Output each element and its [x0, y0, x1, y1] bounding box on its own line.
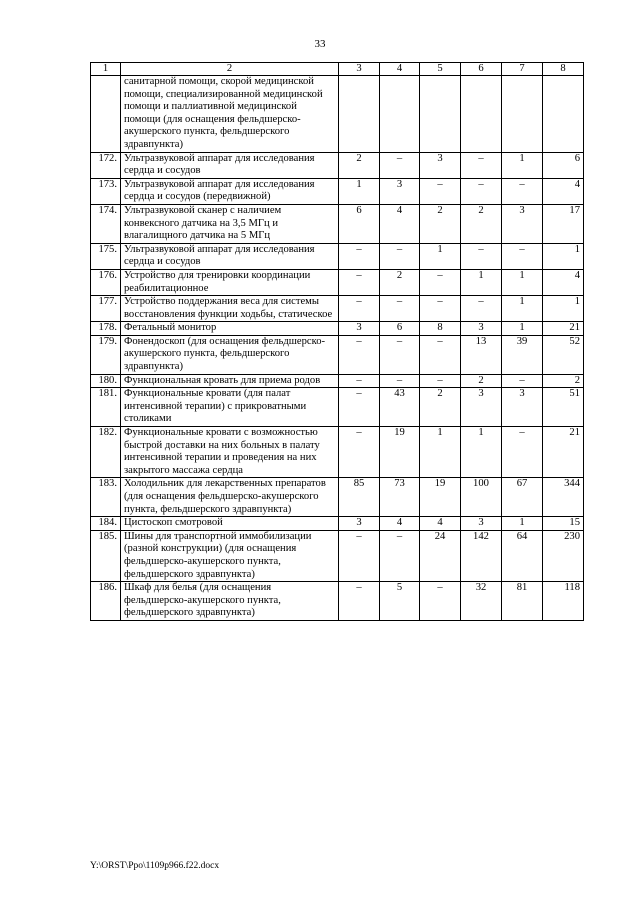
value-col4: 6	[380, 322, 420, 336]
value-total: 17	[543, 204, 584, 243]
value-col7: 1	[502, 322, 543, 336]
item-name: Шкаф для белья (для оснащения фельдшерско-акушерского пункта, фельдшерского здравпункта)	[121, 582, 339, 621]
header-cell-4: 4	[380, 63, 420, 76]
item-name: Функциональные кровати с возможностью быстрой доставки на них больных в палату интенсивной терапии и проведения на них закрытого массажа сердца	[121, 427, 339, 478]
value-col3: 3	[339, 322, 380, 336]
value-col4: 19	[380, 427, 420, 478]
value-col6: 1	[461, 269, 502, 295]
value-col4: 73	[380, 478, 420, 517]
row-number: 173.	[91, 178, 121, 204]
header-cell-6: 6	[461, 63, 502, 76]
value-col6: 142	[461, 530, 502, 581]
table-row	[91, 296, 584, 322]
item-name: Функциональная кровать для приема родов	[121, 374, 339, 388]
value-col6: 100	[461, 478, 502, 517]
value-col5: 1	[420, 243, 461, 269]
page-number: 33	[314, 38, 326, 50]
row-number: 175.	[91, 243, 121, 269]
table-row	[91, 269, 584, 295]
value-total: 15	[543, 517, 584, 531]
value-total	[543, 76, 584, 153]
table-row	[91, 335, 584, 374]
value-total: 4	[543, 178, 584, 204]
value-col6: 32	[461, 582, 502, 621]
item-name: Фетальный монитор	[121, 322, 339, 336]
value-col3: 2	[339, 152, 380, 178]
header-cell-7: 7	[502, 63, 543, 76]
value-col4: –	[380, 530, 420, 581]
value-col3: –	[339, 427, 380, 478]
file-path-footer: Y:\ORST\Ppo\1109p966.f22.docx	[90, 861, 220, 871]
value-col3	[339, 76, 380, 153]
value-col7: –	[502, 178, 543, 204]
value-col4: –	[380, 374, 420, 388]
value-col7: –	[502, 243, 543, 269]
row-number: 182.	[91, 427, 121, 478]
value-total: 118	[543, 582, 584, 621]
table-row	[91, 178, 584, 204]
equipment-table	[90, 62, 584, 621]
table-row	[91, 582, 584, 621]
value-col3: –	[339, 388, 380, 427]
table-row	[91, 388, 584, 427]
table-row	[91, 322, 584, 336]
value-total: 51	[543, 388, 584, 427]
value-col5: –	[420, 335, 461, 374]
value-col5: 1	[420, 427, 461, 478]
value-col5: 4	[420, 517, 461, 531]
value-col4: 4	[380, 204, 420, 243]
value-col6: 2	[461, 204, 502, 243]
value-col3: –	[339, 582, 380, 621]
row-number: 183.	[91, 478, 121, 517]
item-name: Шины для транспортной иммобилизации (разной конструкции) (для оснащения фельдшерско-акушерского пункта, фельдшерского здравпункта)	[121, 530, 339, 581]
value-col6: 2	[461, 374, 502, 388]
table-row	[91, 478, 584, 517]
value-total: 6	[543, 152, 584, 178]
value-col3: 1	[339, 178, 380, 204]
row-number	[91, 76, 121, 153]
header-cell-5: 5	[420, 63, 461, 76]
value-col5: –	[420, 374, 461, 388]
value-col4: 3	[380, 178, 420, 204]
row-number: 180.	[91, 374, 121, 388]
value-col5: 19	[420, 478, 461, 517]
value-col6: –	[461, 152, 502, 178]
header-cell-8: 8	[543, 63, 584, 76]
value-col4: 5	[380, 582, 420, 621]
item-name: Ультразвуковой аппарат для исследования сердца и сосудов	[121, 152, 339, 178]
value-col6: 13	[461, 335, 502, 374]
value-col7: 3	[502, 388, 543, 427]
value-col4: –	[380, 152, 420, 178]
value-col3: 85	[339, 478, 380, 517]
value-col7: 1	[502, 517, 543, 531]
value-col5: 8	[420, 322, 461, 336]
value-col3: –	[339, 296, 380, 322]
value-col6: 1	[461, 427, 502, 478]
value-col6	[461, 76, 502, 153]
value-col7: 67	[502, 478, 543, 517]
value-col5: –	[420, 296, 461, 322]
value-col7	[502, 76, 543, 153]
value-col7: 1	[502, 152, 543, 178]
table-row	[91, 427, 584, 478]
value-total: 52	[543, 335, 584, 374]
value-col6: 3	[461, 517, 502, 531]
item-name: Ультразвуковой сканер с наличием конвексного датчика на 3,5 МГц и влагалищного датчика на 5 МГц	[121, 204, 339, 243]
value-col5: 2	[420, 204, 461, 243]
value-col3: –	[339, 269, 380, 295]
row-number: 179.	[91, 335, 121, 374]
value-col5: 2	[420, 388, 461, 427]
value-col7: –	[502, 427, 543, 478]
item-name: Устройство поддержания веса для системы восстановления функции ходьбы, статическое	[121, 296, 339, 322]
item-name: санитарной помощи, скорой медицинской помощи, специализированной медицинской помощи и паллиативной медицинской помощи (для оснащения фельдшерско-акушерского пункта, фельдшерского здравпункта)	[121, 76, 339, 153]
row-number: 176.	[91, 269, 121, 295]
row-number: 185.	[91, 530, 121, 581]
value-total: 21	[543, 322, 584, 336]
item-name: Ультразвуковой аппарат для исследования сердца и сосудов	[121, 243, 339, 269]
value-col7: 1	[502, 269, 543, 295]
value-col5	[420, 76, 461, 153]
value-col4: 2	[380, 269, 420, 295]
table-row	[91, 76, 584, 153]
header-cell-3: 3	[339, 63, 380, 76]
value-col4: –	[380, 296, 420, 322]
value-total: 344	[543, 478, 584, 517]
value-col6: –	[461, 178, 502, 204]
value-total: 230	[543, 530, 584, 581]
table-row	[91, 374, 584, 388]
table-row	[91, 243, 584, 269]
value-col3: –	[339, 335, 380, 374]
value-col5: 24	[420, 530, 461, 581]
value-col6: 3	[461, 322, 502, 336]
value-col7: 39	[502, 335, 543, 374]
row-number: 177.	[91, 296, 121, 322]
value-col6: –	[461, 296, 502, 322]
value-total: 21	[543, 427, 584, 478]
value-col5: –	[420, 269, 461, 295]
row-number: 181.	[91, 388, 121, 427]
row-number: 172.	[91, 152, 121, 178]
value-col4	[380, 76, 420, 153]
value-col7: 3	[502, 204, 543, 243]
item-name: Холодильник для лекарственных препаратов (для оснащения фельдшерско-акушерского пункта, фельдшерского здравпункта)	[121, 478, 339, 517]
value-col4: –	[380, 335, 420, 374]
value-col7: 64	[502, 530, 543, 581]
value-col5: 3	[420, 152, 461, 178]
value-total: 1	[543, 243, 584, 269]
row-number: 184.	[91, 517, 121, 531]
row-number: 186.	[91, 582, 121, 621]
value-col4: 4	[380, 517, 420, 531]
table-row	[91, 530, 584, 581]
value-col3: 3	[339, 517, 380, 531]
value-total: 1	[543, 296, 584, 322]
value-total: 4	[543, 269, 584, 295]
item-name: Цистоскоп смотровой	[121, 517, 339, 531]
item-name: Функциональные кровати (для палат интенсивной терапии) с прикроватными столиками	[121, 388, 339, 427]
table-row	[91, 517, 584, 531]
table-row	[91, 204, 584, 243]
table-row	[91, 152, 584, 178]
value-total: 2	[543, 374, 584, 388]
value-col3: –	[339, 243, 380, 269]
value-col4: 43	[380, 388, 420, 427]
header-cell-2: 2	[121, 63, 339, 76]
value-col7: –	[502, 374, 543, 388]
value-col3: 6	[339, 204, 380, 243]
value-col7: 81	[502, 582, 543, 621]
value-col3: –	[339, 374, 380, 388]
item-name: Ультразвуковой аппарат для исследования сердца и сосудов (передвижной)	[121, 178, 339, 204]
item-name: Устройство для тренировки координации реабилитационное	[121, 269, 339, 295]
value-col7: 1	[502, 296, 543, 322]
item-name: Фонендоскоп (для оснащения фельдшерско-акушерского пункта, фельдшерского здравпункта)	[121, 335, 339, 374]
header-cell-1: 1	[91, 63, 121, 76]
value-col4: –	[380, 243, 420, 269]
value-col5: –	[420, 178, 461, 204]
value-col5: –	[420, 582, 461, 621]
value-col6: –	[461, 243, 502, 269]
value-col6: 3	[461, 388, 502, 427]
value-col3: –	[339, 530, 380, 581]
row-number: 178.	[91, 322, 121, 336]
row-number: 174.	[91, 204, 121, 243]
header-row	[91, 63, 584, 76]
